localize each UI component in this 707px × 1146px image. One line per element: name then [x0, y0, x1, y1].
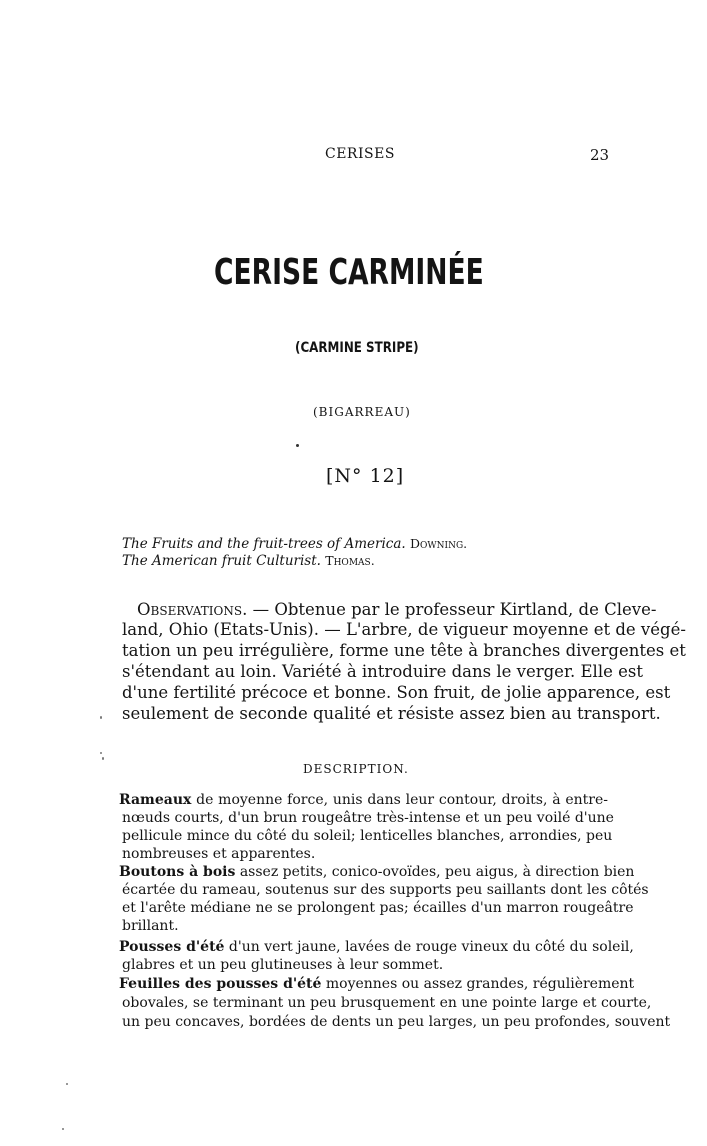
description-line: Pousses d'été d'un vert jaune, lavées de rouge vineux du côté du soleil, [119, 939, 634, 955]
running-head: CERISES [325, 146, 395, 162]
description-line: nombreuses et apparentes. [122, 846, 316, 862]
description-line: Boutons à bois assez petits, conico-ovoïdes, peu aigus, à direction bien [119, 864, 635, 880]
description-line: obovales, se terminant un peu brusquement en une pointe large et courte, [122, 995, 652, 1011]
description-term: Rameaux [119, 792, 192, 808]
section-heading: DESCRIPTION. [303, 762, 409, 776]
scan-speck [100, 716, 102, 719]
observations-line: s'étendant au loin. Variété à introduire dans le verger. Elle est [122, 662, 643, 681]
description-line: écartée du rameau, soutenus sur des supports peu saillants dont les côtés [122, 882, 649, 898]
variety-synonym: (CARMINE STRIPE) [295, 340, 419, 356]
description-term: Feuilles des pousses d'été [119, 976, 322, 992]
reference-author: Downing. [409, 536, 468, 551]
description-term: Pousses d'été [119, 939, 225, 955]
scan-speck [102, 757, 104, 760]
description-term: Boutons à bois [119, 864, 236, 880]
scan-speck [100, 752, 102, 754]
description-line: un peu concaves, bordées de dents un peu larges, un peu profondes, souvent [122, 1014, 671, 1030]
observations-line: Observations. — Obtenue par le professeur Kirtland, de Cleve- [137, 600, 657, 619]
description-line: glabres et un peu glutineuses à leur sommet. [122, 957, 444, 973]
description-line: Rameaux de moyenne force, unis dans leur contour, droits, à entre- [119, 792, 608, 808]
reference-work: The Fruits and the fruit-trees of America. [122, 536, 406, 552]
variety-type: (BIGARREAU) [313, 405, 411, 419]
observations-line: land, Ohio (Etats-Unis). — L'arbre, de vigueur moyenne et de végé- [122, 620, 686, 639]
reference-author: Thomas. [325, 553, 375, 568]
scan-speck [66, 1083, 68, 1085]
description-line: Feuilles des pousses d'été moyennes ou assez grandes, régulièrement [119, 976, 635, 992]
reference-line [122, 553, 375, 569]
scan-speck [62, 1128, 64, 1130]
description-line: brillant. [122, 918, 179, 934]
page-number: 23 [590, 146, 610, 164]
observations-line: seulement de seconde qualité et résiste assez bien au transport. [122, 704, 661, 723]
observations-line: tation un peu irrégulière, forme une tête à branches divergentes et [122, 641, 686, 660]
print-speck [296, 444, 299, 447]
observations-line: d'une fertilité précoce et bonne. Son fruit, de jolie apparence, est [122, 683, 671, 702]
observations-label: Observations. [137, 600, 248, 619]
description-line: nœuds courts, d'un brun rougeâtre très-intense et un peu voilé d'une [122, 810, 614, 826]
description-line: pellicule mince du côté du soleil; lenticelles blanches, arrondies, peu [122, 828, 613, 844]
reference-work: The American fruit Culturist. [122, 553, 321, 569]
variety-number: [N° 12] [326, 465, 405, 487]
description-line: et l'arête médiane ne se prolongent pas; écailles d'un marron rougeâtre [122, 900, 634, 916]
reference-line [122, 536, 467, 552]
page-title: CERISE CARMINÉE [214, 252, 484, 293]
